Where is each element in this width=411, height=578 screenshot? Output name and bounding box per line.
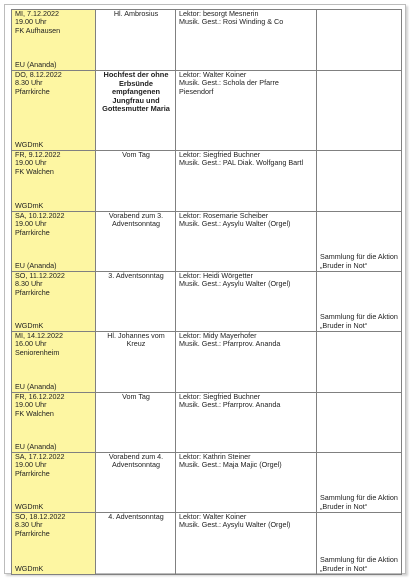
lector: Lektor: Kathrin Steiner (179, 452, 251, 461)
table-row (12, 513, 402, 575)
feast-cell (96, 212, 176, 272)
service-place: FK Walchen (15, 166, 54, 176)
service-time: 8.30 Uhr (15, 520, 43, 530)
date-cell (12, 332, 96, 393)
date-cell (12, 393, 96, 453)
people-cell (176, 10, 317, 71)
service-time: 19.00 Uhr (15, 400, 47, 410)
service-place: FK Walchen (15, 408, 54, 418)
service-group: WGDmK (15, 563, 44, 573)
music-leader: Musik. Gest.: PAL Diak. Wolfgang Bartl (179, 158, 304, 168)
feast-cell (96, 71, 176, 151)
table-row (12, 453, 402, 513)
lector: Lektor: Walter Koiner (179, 70, 247, 79)
people-cell (176, 332, 317, 393)
music-leader: Musik. Gest.: Maja Majic (Orgel) (179, 460, 282, 470)
feast-name: Vom Tag (122, 150, 150, 159)
note-cell (317, 151, 402, 212)
service-group: WGDmK (15, 501, 44, 511)
note-cell (317, 393, 402, 453)
feast-name: 3. Adventsonntag (108, 271, 164, 280)
service-group: WGDmK (15, 200, 44, 210)
feast-name: Vorabend zum 3. Adventsonntag (108, 211, 164, 229)
people-cell (176, 151, 317, 212)
service-group: EU (Ananda) (15, 260, 57, 270)
feast-cell (96, 10, 176, 71)
service-group: WGDmK (15, 139, 44, 149)
service-date: SA, 17.12.2022 (15, 452, 65, 461)
service-date: SA, 10.12.2022 (15, 211, 65, 220)
table-row (12, 332, 402, 393)
service-group: WGDmK (15, 320, 44, 330)
service-place: FK Aufhausen (15, 25, 61, 35)
note-cell (317, 453, 402, 513)
table-row (12, 272, 402, 332)
service-time: 8.30 Uhr (15, 279, 43, 289)
lector: Lektor: Walter Koiner (179, 512, 247, 521)
document-page (4, 4, 406, 574)
note-cell (317, 71, 402, 151)
date-cell (12, 453, 96, 513)
service-group: EU (Ananda) (15, 441, 57, 451)
collection-note: Sammlung für die Aktion „Bruder in Not“ (320, 493, 398, 511)
service-place: Pfarrkirche (15, 86, 50, 96)
service-group: EU (Ananda) (15, 59, 57, 69)
feast-name: 4. Adventsonntag (108, 512, 164, 521)
music-leader: Musik. Gest.: Pfarrprov. Ananda (179, 339, 281, 349)
service-place: Pfarrkirche (15, 528, 50, 538)
music-leader: Musik. Gest.: Schola der Pfarre Piesendorf (179, 78, 279, 96)
service-place: Pfarrkirche (15, 227, 50, 237)
service-date: SO, 11.12.2022 (15, 271, 65, 280)
table-row (12, 212, 402, 272)
feast-cell (96, 151, 176, 212)
feast-name: Hochfest der ohne Erbsünde empfangenen Jungfrau und Gottesmutter Maria (102, 70, 170, 114)
collection-note: Sammlung für die Aktion „Bruder in Not“ (320, 555, 398, 573)
table-row (12, 393, 402, 453)
date-cell (12, 513, 96, 575)
service-time: 19.00 Uhr (15, 219, 47, 229)
service-date: FR, 9.12.2022 (15, 150, 61, 159)
service-date: SO, 18.12.2022 (15, 512, 66, 521)
service-group: EU (Ananda) (15, 381, 57, 391)
service-time: 19.00 Uhr (15, 17, 47, 27)
note-cell (317, 212, 402, 272)
feast-cell (96, 393, 176, 453)
date-cell (12, 272, 96, 332)
service-date: MI, 7.12.2022 (15, 9, 59, 18)
service-time: 8.30 Uhr (15, 78, 43, 88)
music-leader: Musik. Gest.: Aysylu Walter (Orgel) (179, 279, 291, 289)
collection-note: Sammlung für die Aktion „Bruder in Not“ (320, 312, 398, 330)
feast-cell (96, 272, 176, 332)
feast-name: Vorabend zum 4. Adventsonntag (108, 452, 164, 470)
music-leader: Musik. Gest.: Rosi Winding & Co (179, 17, 284, 27)
feast-cell (96, 513, 176, 575)
feast-name: Vom Tag (122, 392, 150, 401)
lector: Lektor: Heidi Wörgetter (179, 271, 253, 280)
service-time: 19.00 Uhr (15, 460, 47, 470)
music-leader: Musik. Gest.: Aysylu Walter (Orgel) (179, 219, 291, 229)
people-cell (176, 212, 317, 272)
feast-cell (96, 453, 176, 513)
table-row (12, 71, 402, 151)
date-cell (12, 10, 96, 71)
lector: Lektor: Siegfried Buchner (179, 392, 261, 401)
collection-note: Sammlung für die Aktion „Bruder in Not“ (320, 252, 398, 270)
people-cell (176, 513, 317, 575)
date-cell (12, 151, 96, 212)
service-place: Pfarrkirche (15, 468, 50, 478)
service-place: Pfarrkirche (15, 287, 50, 297)
feast-name: Hl. Ambrosius (113, 9, 159, 18)
music-leader: Musik. Gest.: Aysylu Walter (Orgel) (179, 520, 291, 530)
note-cell (317, 513, 402, 575)
feast-name: Hl. Johannes vom Kreuz (107, 331, 165, 349)
people-cell (176, 393, 317, 453)
note-cell (317, 272, 402, 332)
note-cell (317, 10, 402, 71)
lector: Lektor: besorgt Mesnerin (179, 9, 259, 18)
lector: Lektor: Midy Mayerhofer (179, 331, 257, 340)
people-cell (176, 272, 317, 332)
service-date: DO, 8.12.2022 (15, 70, 62, 79)
service-date: MI, 14.12.2022 (15, 331, 63, 340)
date-cell (12, 71, 96, 151)
lector: Lektor: Rosemarie Scheiber (179, 211, 269, 220)
note-cell (317, 332, 402, 393)
people-cell (176, 71, 317, 151)
table-row (12, 10, 402, 71)
lector: Lektor: Siegfried Buchner (179, 150, 261, 159)
service-time: 16.00 Uhr (15, 339, 47, 349)
service-date: FR, 16.12.2022 (15, 392, 65, 401)
people-cell (176, 453, 317, 513)
service-place: Seniorenheim (15, 347, 60, 357)
service-time: 19.00 Uhr (15, 158, 47, 168)
music-leader: Musik. Gest.: Pfarrprov. Ananda (179, 400, 281, 410)
feast-cell (96, 332, 176, 393)
table-row (12, 151, 402, 212)
date-cell (12, 212, 96, 272)
service-schedule-table (11, 9, 402, 575)
